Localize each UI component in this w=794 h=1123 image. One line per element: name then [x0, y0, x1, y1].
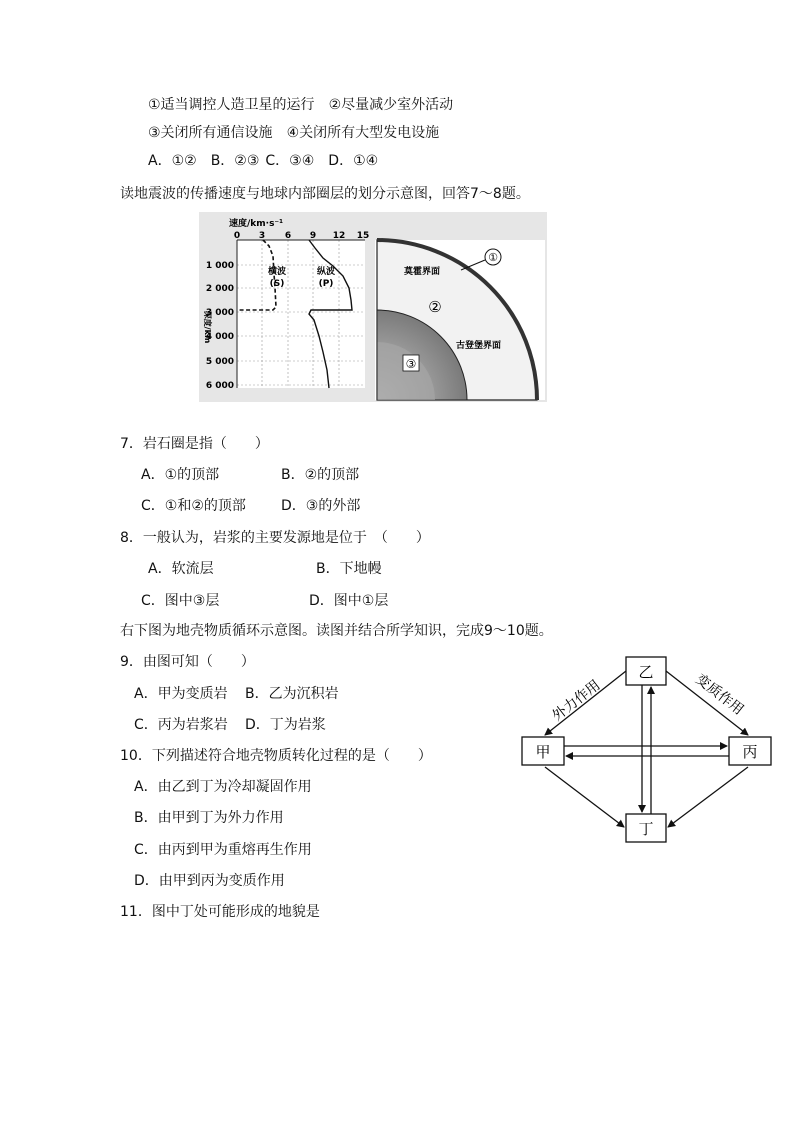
rock-cycle-diagram	[515, 652, 780, 847]
q7-option-a[interactable]: A．①的顶部	[141, 467, 220, 483]
q8-option-b[interactable]: B．下地幔	[316, 561, 382, 577]
moho-label: 莫霍界面	[404, 267, 441, 277]
answer-a[interactable]: A．①②	[148, 153, 197, 169]
s-wave-label: 横波	[267, 267, 287, 277]
answer-choices	[148, 152, 378, 170]
q7-option-b[interactable]: B．②的顶部	[281, 467, 360, 483]
q8-option-d[interactable]: D．图中①层	[309, 593, 389, 609]
intro-9-10: 右下图为地壳物质循环示意图。读图并结合所学知识，完成9～10题。	[120, 623, 553, 639]
layer-marker-2: ②	[428, 298, 442, 316]
intro-7-8: 读地震波的传播速度与地球内部圈层的划分示意图，回答7～8题。	[120, 186, 530, 202]
option-line-2	[148, 124, 439, 142]
node-yi: 乙	[638, 663, 654, 681]
q10-option-a[interactable]: A．由乙到丁为冷却凝固作用	[134, 779, 312, 795]
option-4: ④关闭所有大型发电设施	[286, 125, 440, 141]
question-8-stem: 8．一般认为，岩浆的主要发源地是位于 （ ）	[120, 530, 430, 546]
speed-tick-9: 9	[309, 231, 317, 241]
external-force-label: 外力作用	[549, 677, 604, 725]
q9-option-a[interactable]: A．甲为变质岩	[134, 686, 228, 702]
option-line-1	[148, 96, 453, 114]
q9-option-b[interactable]: B．乙为沉积岩	[245, 686, 339, 702]
answer-b[interactable]: B．②③	[210, 153, 260, 169]
answer-c[interactable]: C．③④	[265, 153, 315, 169]
depth-tick-2000: 2 000	[205, 284, 234, 294]
speed-tick-15: 15	[356, 231, 370, 241]
q10-option-c[interactable]: C．由丙到甲为重熔再生作用	[134, 842, 312, 858]
question-7-stem: 7．岩石圈是指（ ）	[120, 436, 269, 452]
q10-option-b[interactable]: B．由甲到丁为外力作用	[134, 810, 284, 826]
q9-option-d[interactable]: D．丁为岩浆	[245, 717, 326, 733]
q10-option-d[interactable]: D．由甲到丙为变质作用	[134, 873, 285, 889]
layer-marker-3: ③	[405, 357, 417, 371]
q7-option-c[interactable]: C．①和②的顶部	[141, 498, 246, 514]
speed-tick-12: 12	[332, 231, 346, 241]
gutenberg-label: 古登堡界面	[456, 341, 502, 351]
q7-option-d[interactable]: D．③的外部	[281, 498, 361, 514]
depth-tick-1000: 1 000	[205, 261, 234, 271]
arrow-bing-to-ding	[668, 767, 748, 827]
arrow-jia-to-ding	[545, 767, 624, 827]
speed-tick-6: 6	[284, 231, 292, 241]
layer-marker-1-label: ①	[488, 251, 498, 264]
depth-tick-4000: 4 000	[205, 332, 234, 342]
depth-tick-6000: 6 000	[205, 381, 234, 391]
s-wave-code: (S)	[269, 279, 285, 289]
node-ding: 丁	[638, 820, 654, 838]
node-jia: 甲	[535, 743, 551, 761]
option-1: ①适当调控人造卫星的运行	[148, 97, 315, 113]
wave-chart-area	[237, 240, 365, 388]
speed-tick-3: 3	[258, 231, 266, 241]
q8-option-c[interactable]: C．图中③层	[141, 593, 220, 609]
depth-tick-3000: 3 000	[205, 308, 234, 318]
question-11-stem: 11．图中丁处可能形成的地貌是	[120, 904, 320, 920]
option-2: ②尽量减少室外活动	[328, 97, 454, 113]
option-3: ③关闭所有通信设施	[148, 125, 273, 141]
speed-axis-label: 速度/km·s⁻¹	[229, 219, 284, 229]
question-9-stem: 9．由图可知（ ）	[120, 654, 255, 670]
p-wave-code: (P)	[318, 279, 334, 289]
q8-option-a[interactable]: A．软流层	[148, 561, 214, 577]
q9-option-c[interactable]: C．丙为岩浆岩	[134, 717, 228, 733]
question-10-stem: 10．下列描述符合地壳物质转化过程的是（ ）	[120, 748, 432, 764]
answer-d[interactable]: D．①④	[328, 153, 379, 169]
depth-axis-label: 深度/km	[203, 310, 212, 344]
node-bing: 丙	[742, 743, 758, 761]
metamorphism-label: 变质作用	[692, 671, 747, 719]
seismic-wave-figure	[199, 212, 547, 402]
speed-tick-0: 0	[233, 231, 241, 241]
depth-tick-5000: 5 000	[205, 357, 234, 367]
p-wave-label: 纵波	[316, 267, 336, 277]
